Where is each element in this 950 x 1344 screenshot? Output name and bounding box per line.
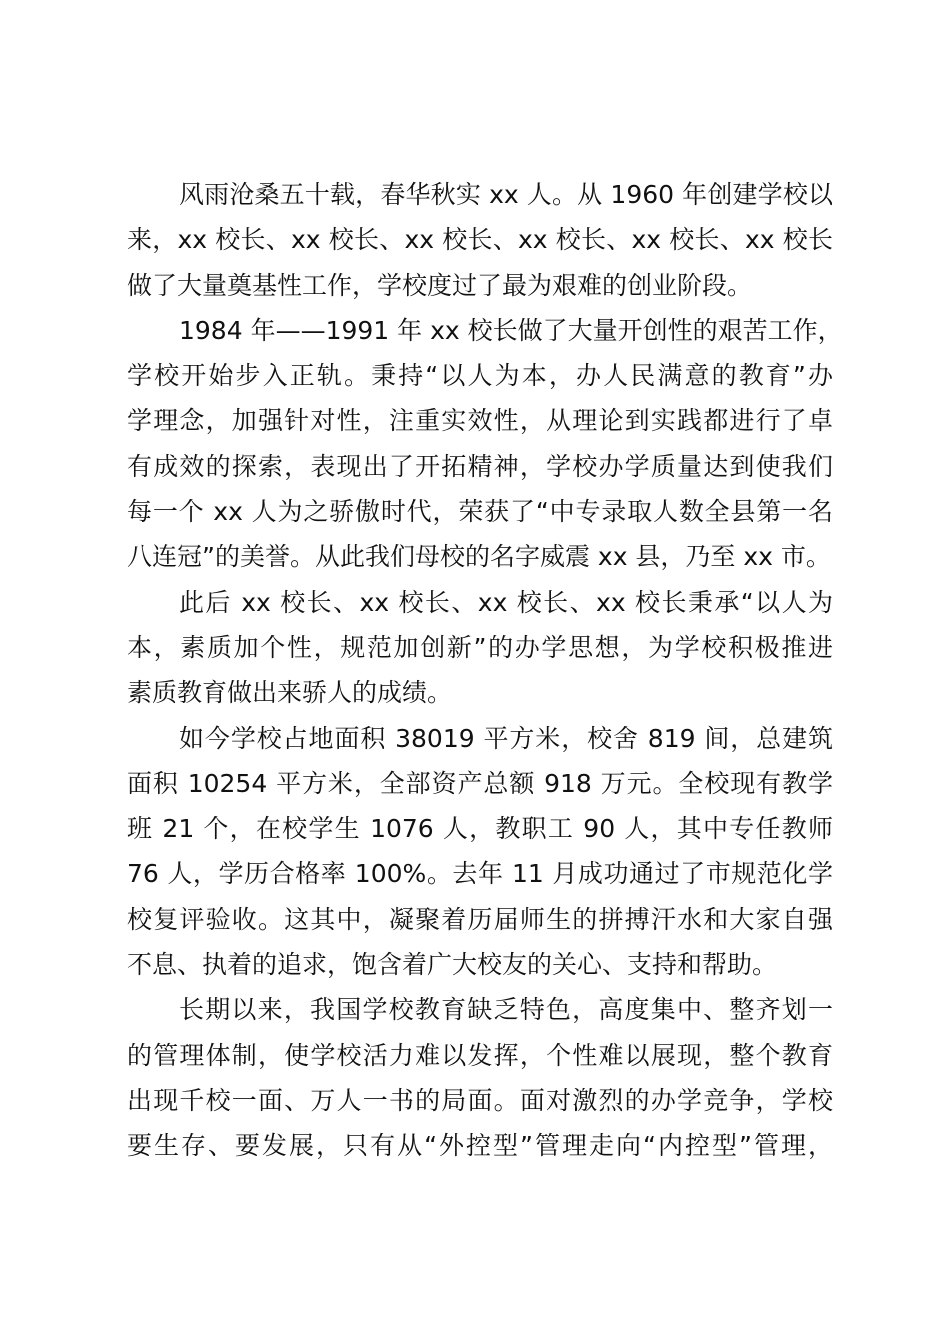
text-line: 素质教育做出来骄人的成绩。 — [127, 678, 453, 708]
text-line: 长期以来，我国学校教育缺乏特色，高度集中、整齐划一 — [179, 995, 833, 1025]
text-line: 做了大量奠基性工作，学校度过了最为艰难的创业阶段。 — [127, 270, 753, 300]
text-line: 学校开始步入正轨。秉持“以人为本，办人民满意的教育”办 — [127, 361, 833, 391]
text-line: 班 21 个，在校学生 1076 人，教职工 90 人，其中专任教师 — [127, 814, 833, 844]
text-line: 出现千校一面、万人一书的局面。面对激烈的办学竞争，学校 — [127, 1085, 833, 1115]
paragraph-reform — [127, 987, 833, 1168]
paragraph-development — [127, 308, 843, 580]
paragraph-philosophy — [127, 580, 833, 716]
document-body — [127, 172, 843, 1169]
text-line: 每一个 xx 人为之骄傲时代，荣获了“中专录取人数全县第一名 — [127, 497, 833, 527]
text-line: 八连冠”的美誉。从此我们母校的名字威震 xx 县，乃至 xx 市。 — [127, 542, 831, 572]
text-line: 来，xx 校长、xx 校长、xx 校长、xx 校长、xx 校长、xx 校长 — [127, 225, 833, 255]
paragraph-statistics — [127, 716, 833, 988]
paragraph-history — [127, 172, 833, 308]
text-line: 76 人，学历合格率 100%。去年 11 月成功通过了市规范化学 — [127, 859, 833, 889]
text-line: 校复评验收。这其中，凝聚着历届师生的拼搏汗水和大家自强 — [127, 904, 833, 934]
text-line: 1984 年——1991 年 xx 校长做了大量开创性的艰苦工作， — [179, 315, 843, 345]
text-line: 有成效的探索，表现出了开拓精神，学校办学质量达到使我们 — [127, 451, 833, 481]
text-line: 要生存、要发展，只有从“外控型”管理走向“内控型”管理， — [127, 1131, 833, 1161]
text-line: 学理念，加强针对性，注重实效性，从理论到实践都进行了卓 — [127, 406, 833, 436]
text-line: 的管理体制，使学校活力难以发挥，个性难以展现，整个教育 — [127, 1040, 833, 1070]
text-line: 风雨沧桑五十载，春华秋实 xx 人。从 1960 年创建学校以 — [179, 180, 833, 209]
text-line: 如今学校占地面积 38019 平方米，校舍 819 间，总建筑 — [179, 723, 833, 753]
text-line: 面积 10254 平方米，全部资产总额 918 万元。全校现有教学 — [127, 768, 833, 798]
text-line: 本，素质加个性，规范加创新”的办学思想，为学校积极推进 — [127, 632, 833, 662]
text-line: 此后 xx 校长、xx 校长、xx 校长、xx 校长秉承“以人为 — [179, 587, 833, 617]
text-line: 不息、执着的追求，饱含着广大校友的关心、支持和帮助。 — [127, 950, 778, 980]
